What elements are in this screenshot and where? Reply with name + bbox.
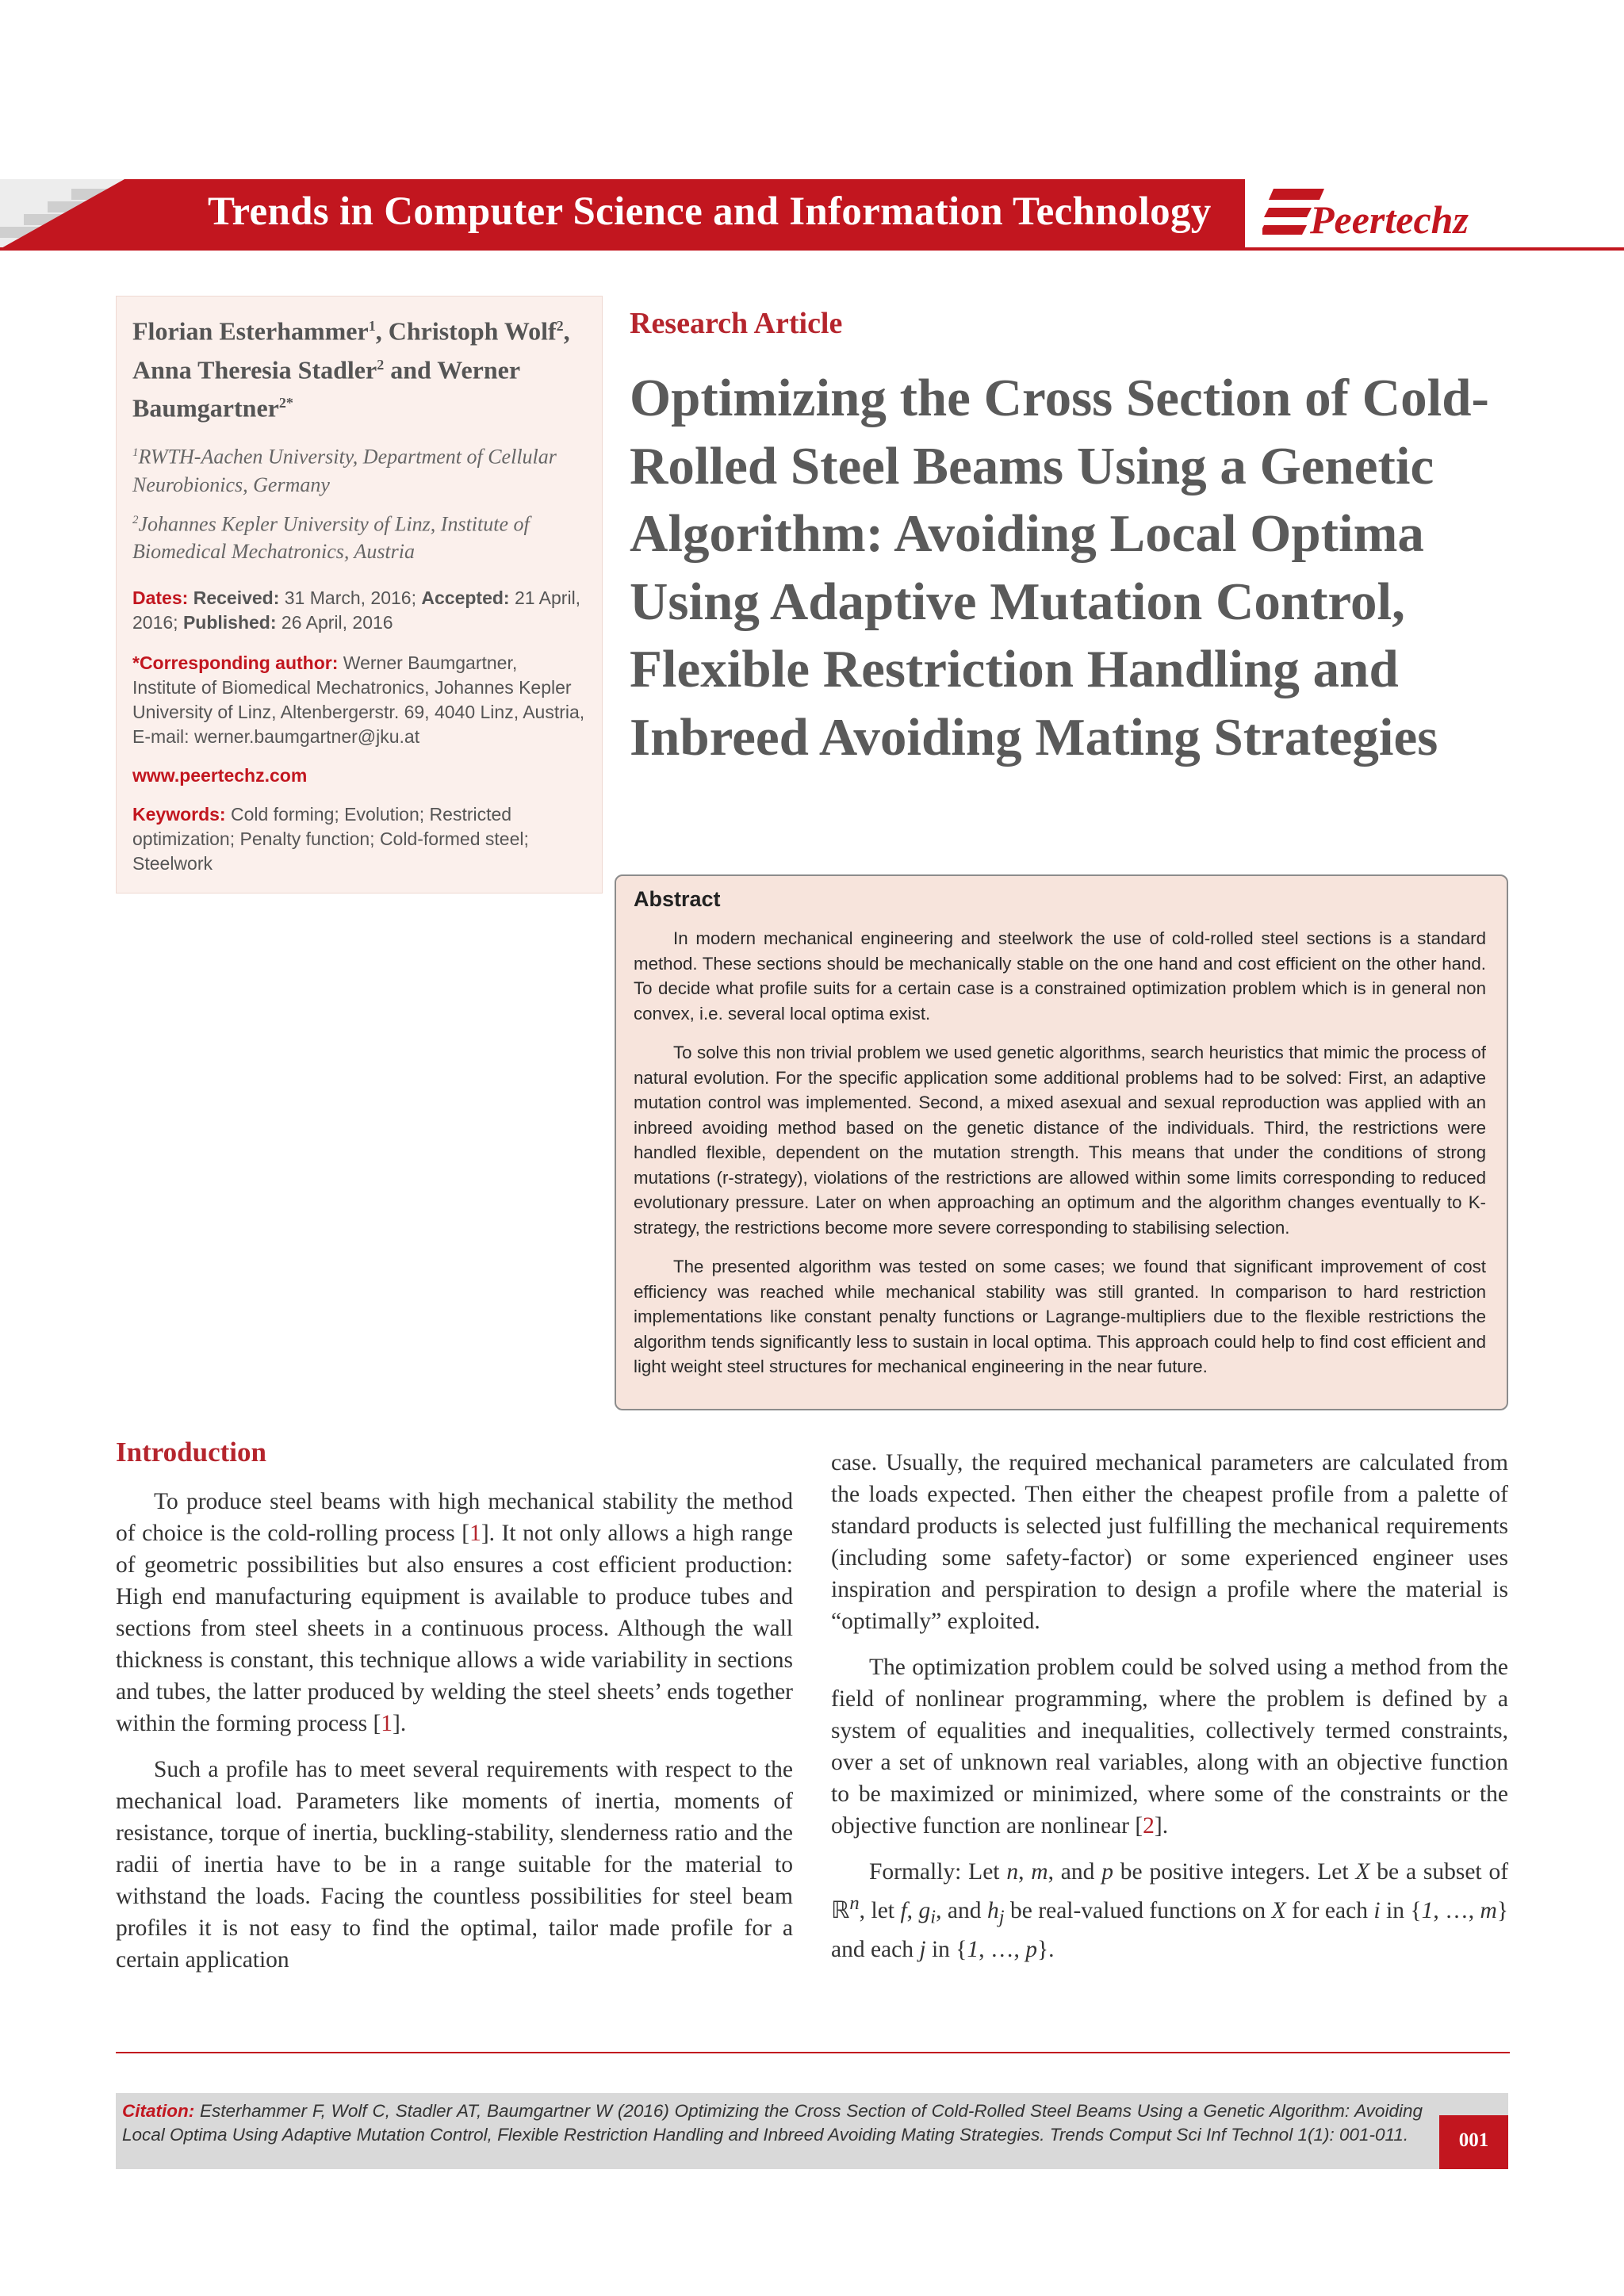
citation-body: Esterhammer F, Wolf C, Stadler AT, Baumgartner W (2016) Optimizing the Cross Section of Cold-Rolled Steel Beams Using a Genetic Algorithm: Avoiding Local Optima Using Adaptive Mutation Control, Flexible Restriction Handling and Inbreed Avoiding Mating Strategies. Trends Comput Sci Inf Technol 1(1): 001-011. <box>122 2101 1423 2145</box>
math-var: h <box>986 1897 999 1923</box>
page-number: 001 <box>1458 2130 1489 2151</box>
body-text: in { <box>925 1936 967 1962</box>
keywords-label: Keywords: <box>132 804 226 825</box>
affiliation-text: RWTH-Aachen University, Department of Cellular Neurobionics, Germany <box>132 445 557 496</box>
corresponding-author <box>132 651 586 749</box>
publisher-logo[interactable] <box>1262 181 1500 247</box>
affiliation-text: Johannes Kepler University of Linz, Institute of Biomedical Mechatronics, Austria <box>132 512 530 564</box>
abstract-paragraph: In modern mechanical engineering and steelwork the use of cold-rolled steel sections is a standard method. These sections should be mechanically stable on the one hand and cost efficient on the other hand. To decide what profile suits for a certain case is a constrained optimization problem which is in general non convex, i.e. several local optima exist. <box>634 928 1486 1024</box>
body-text: , …, <box>1433 1897 1480 1923</box>
footer-divider <box>116 2052 1510 2053</box>
author-name: Werner Baumgartner <box>132 355 520 423</box>
body-text: be a subset of ℝ <box>831 1859 1509 1923</box>
author-name: Christoph Wolf <box>388 316 557 346</box>
body-text: Formally: Let <box>869 1859 1007 1885</box>
body-column-right <box>831 1447 1508 1980</box>
math-var: j <box>919 1936 926 1962</box>
accepted-label: Accepted: <box>421 587 510 609</box>
publication-dates <box>132 586 586 635</box>
body-text: , <box>1018 1859 1032 1885</box>
math-var: f <box>900 1897 907 1923</box>
body-text: , and <box>936 1897 987 1923</box>
author-affiliation-mark: 2* <box>278 395 293 411</box>
body-text: , and <box>1048 1859 1102 1885</box>
formal-definition-paragraph <box>831 1856 1508 1965</box>
body-text: ]. <box>393 1711 407 1736</box>
banner-underline <box>0 247 1624 251</box>
body-text: }. <box>1036 1936 1055 1962</box>
body-text: To produce steel beams with high mechanical stability the method of choice is the cold-rolling process [ <box>116 1489 793 1546</box>
page-number-badge <box>1439 2115 1508 2169</box>
article-title: Optimizing the Cross Section of Cold-Rolled Steel Beams Using a Genetic Algorithm: Avoiding Local Optima Using Adaptive Mutation Control, Flexible Restriction Handling and Inbreed Avoiding Mating Strategies <box>630 369 1489 767</box>
math-var: n <box>849 1892 860 1914</box>
introduction-heading: Introduction <box>116 1437 266 1468</box>
math-var: n <box>1006 1859 1019 1885</box>
corresponding-text: Werner Baumgartner, Institute of Biomedical Mechatronics, Johannes Kepler University of Linz, Altenbergerstr. 69, 4040 Linz, Austria, E-mail: werner.baumgartner@jku.at <box>132 652 585 748</box>
author-separator: and <box>384 355 438 385</box>
affiliation-mark: 2 <box>132 513 139 526</box>
body-text: for each <box>1285 1897 1374 1923</box>
math-var: p <box>1025 1936 1037 1962</box>
abstract-paragraph: To solve this non trivial problem we used genetic algorithms, search heuristics that mimic the process of natural evolution. For the specific application some additional problems had to be solved: First, an adaptive mutation control was implemented. Second, a mixed asexual and sexual reproduction was applied with an inbreed avoiding method based on the genetic distance of the individuals. Third, the restrictions were handled flexible, dependent on the mutation strength. This means that under the conditions of strong mutations (r-strategy), violations of the restrictions are allowed within some limits corresponding to reduced evolutionary pressure. Later on when approaching an optimum and the algorithm changes eventually to K-strategy, the restrictions become more severe corresponding to stabilising selection. <box>634 1043 1486 1238</box>
received-date: 31 March, 2016; <box>284 587 416 609</box>
body-paragraph: Such a profile has to meet several requirements with respect to the mechanical load. Parameters like moments of inertia, moments of resistance, torque of inertia, buckling-stability, slenderness ratio and the radii of inertia have to be in a range suitable for the material to withstand the loads. Facing the countless possibilities for steel beam profiles it is not easy to find the optimal, tailor made profile for a certain application <box>116 1757 793 1973</box>
published-date: 26 April, 2016 <box>281 612 393 633</box>
body-paragraph <box>831 1651 1508 1842</box>
author-list <box>132 309 586 425</box>
math-var: j <box>998 1906 1005 1928</box>
math-var: 1 <box>967 1936 979 1962</box>
math-var: m <box>1031 1859 1048 1885</box>
math-var: 1 <box>1421 1897 1434 1923</box>
math-var: X <box>1355 1859 1370 1885</box>
affiliation <box>132 439 586 499</box>
math-var: i <box>1373 1897 1381 1923</box>
body-text: in { <box>1380 1897 1422 1923</box>
body-text: , let <box>859 1897 901 1923</box>
body-text: ]. <box>1154 1813 1169 1839</box>
keywords <box>132 802 586 876</box>
published-label: Published: <box>182 612 277 633</box>
author-affiliation-mark: 2 <box>556 318 564 334</box>
citation-label: Citation: <box>122 2101 195 2121</box>
author-affiliation-mark: 1 <box>368 318 376 334</box>
corresponding-label: *Corresponding author: <box>132 652 339 674</box>
body-text: , <box>906 1897 919 1923</box>
citation-link[interactable]: 1 <box>469 1521 481 1546</box>
body-paragraph: case. Usually, the required mechanical parameters are calculated from the loads expected. Then either the cheapest profile from a palette of standard products is selected just fulfilling the mechanical requirements (including some safety-factor) or some experienced engineer uses inspiration and perspiration to design a profile where the material is “optimally” exploited. <box>831 1450 1508 1634</box>
math-var: p <box>1101 1859 1113 1885</box>
body-paragraph <box>116 1486 793 1739</box>
math-var: m <box>1480 1897 1497 1923</box>
keywords-text: Cold forming; Evolution; Restricted optimization; Penalty function; Cold-formed steel; Steelwork <box>132 804 529 874</box>
citation-box <box>116 2093 1508 2169</box>
body-text: } and each <box>831 1897 1509 1962</box>
affiliation-mark: 1 <box>132 446 139 459</box>
abstract-paragraph: The presented algorithm was tested on some cases; we found that significant improvement of cost efficiency was reached while mechanical stability was still granted. In comparison to hard restriction implementations like constant penalty functions or Lagrange-multipliers due to the flexible restrictions the algorithm tends significantly less to sustain in local optima. This approach could help to find cost efficient and light weight steel structures for mechanical engineering in the near future. <box>634 1257 1486 1376</box>
body-column-left <box>116 1486 793 1990</box>
affiliation <box>132 507 586 566</box>
author-separator: , <box>563 316 570 346</box>
citation-link[interactable]: 1 <box>381 1711 393 1736</box>
body-text: , …, <box>979 1936 1026 1962</box>
citation-link[interactable]: 2 <box>1143 1813 1155 1839</box>
math-var: X <box>1271 1897 1286 1923</box>
publisher-logo-text: Peertechz <box>1310 197 1469 242</box>
received-label: Received: <box>193 587 280 609</box>
math-var: g <box>918 1897 931 1923</box>
author-separator: , <box>375 316 389 346</box>
publisher-website-link[interactable]: www.peertechz.com <box>132 765 308 786</box>
author-affiliation-mark: 2 <box>377 356 385 373</box>
abstract-box <box>615 874 1508 1410</box>
math-var: i <box>930 1906 936 1928</box>
author-name: Anna Theresia Stadler <box>132 355 377 385</box>
body-text: The optimization problem could be solved using a method from the field of nonlinear programming, where the problem is defined by a system of equalities and inequalities, collectively termed constraints, over a set of unknown real variables, along with an objective function to be maximized or minimized, where some of the constraints or the objective function are nonlinear [ <box>831 1655 1508 1839</box>
citation-text <box>122 2099 1423 2147</box>
journal-banner <box>0 179 1624 249</box>
accepted-date: 21 April, 2016; <box>132 587 581 633</box>
body-text: be positive integers. Let <box>1113 1859 1356 1885</box>
dates-label: Dates: <box>132 587 189 609</box>
author-name: Florian Esterhammer <box>132 316 369 346</box>
article-type: Research Article <box>630 307 843 340</box>
body-text: be real-valued functions on <box>1004 1897 1272 1923</box>
author-info-box <box>116 296 603 894</box>
abstract-heading: Abstract <box>634 887 721 911</box>
journal-title: Trends in Computer Science and Information Technology <box>208 189 1212 234</box>
body-text: ]. It not only allows a high range of geometric possibilities but also ensures a cost efficient production: High end manufacturing equipment is available to produce tubes and sections from steel sheets in a continuous process. Although the wall thickness is constant, this technique allows a wide variability in sections and tubes, the latter produced by welding the steel sheets’ ends together within the forming process [ <box>116 1521 793 1736</box>
